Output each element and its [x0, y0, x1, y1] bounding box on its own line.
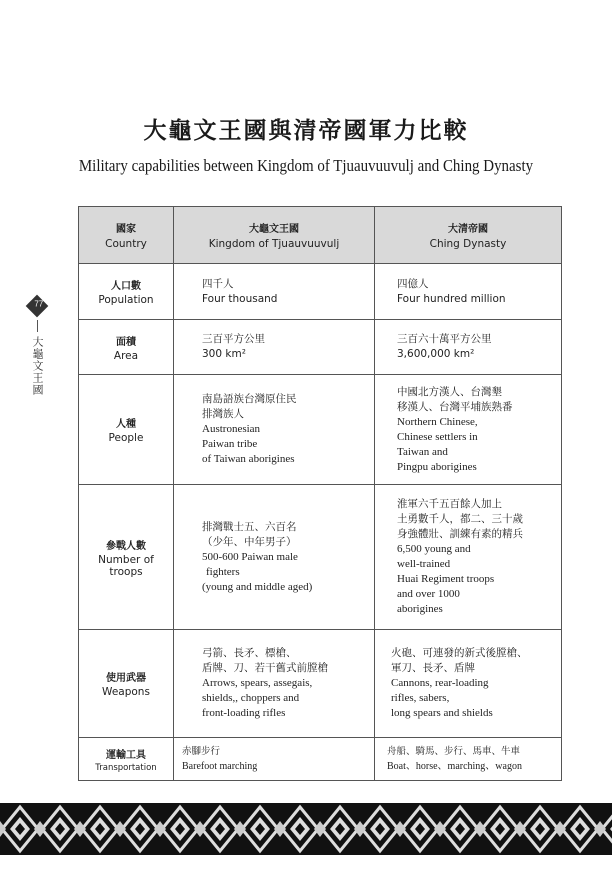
cell-line: aborigines — [397, 603, 443, 615]
row-label — [79, 738, 174, 781]
cell-line: 排灣族人 — [202, 408, 244, 420]
side-label: 大龜文王國 — [31, 336, 44, 396]
row-label-en: Weapons — [102, 686, 150, 698]
row-label — [79, 264, 174, 320]
cell-line: rifles, sabers, — [391, 692, 450, 704]
cell-line: Barefoot marching — [182, 761, 258, 772]
kingdom-cell — [174, 485, 375, 630]
cell-line: Pingpu aborigines — [397, 460, 477, 473]
header-country-zh: 國家 — [116, 224, 136, 235]
diamond-pattern-icon — [0, 803, 612, 855]
table-row — [79, 485, 562, 630]
header-ching — [375, 207, 562, 264]
cell-line: 中國北方漢人、台灣墾 — [397, 385, 502, 398]
cell-line: Taiwan and — [397, 445, 448, 458]
row-label-zh: 面積 — [116, 336, 136, 348]
cell-line: front-loading rifles — [202, 707, 286, 719]
cell-line: 四千人 — [202, 277, 234, 290]
row-label-zh: 人種 — [116, 419, 136, 430]
ching-cell — [375, 738, 562, 781]
cell-line: of Taiwan aborigines — [202, 453, 295, 465]
row-label-en: Transportation — [95, 762, 157, 773]
ching-cell — [375, 264, 562, 320]
cell-line: 300 km² — [202, 348, 246, 360]
side-divider — [37, 320, 38, 332]
table-row — [79, 375, 562, 485]
cell-line: 身強體壯、訓練有素的精兵 — [397, 528, 523, 540]
cell-line: 赤腳步行 — [182, 746, 221, 757]
kingdom-cell — [174, 375, 375, 485]
row-label — [79, 375, 174, 485]
cell-line: and over 1000 — [397, 588, 460, 600]
cell-line: 移漢人、台灣平埔族熟番 — [397, 400, 513, 413]
page-title: 大龜文王國與清帝國軍力比較 — [143, 118, 469, 144]
cell-line: 淮軍六千五百餘人加上 — [397, 498, 502, 510]
table-row — [79, 264, 562, 320]
cell-line: long spears and shields — [391, 707, 493, 719]
ching-cell — [375, 320, 562, 375]
ching-cell — [375, 630, 562, 738]
header-country-en: Country — [105, 238, 147, 250]
table-header-row — [79, 207, 562, 264]
row-label-zh: 參戰人數 — [106, 540, 146, 552]
cell-line: Huai Regiment troops — [397, 573, 495, 585]
cell-line: 土勇數千人，都二、三十歲 — [397, 513, 523, 525]
comparison-table — [78, 206, 562, 781]
cell-line: Chinese settlers in — [397, 430, 478, 443]
ching-cell — [375, 485, 562, 630]
header-ching-zh: 大清帝國 — [448, 224, 488, 235]
cell-line: 南島語族台灣原住民 — [202, 393, 297, 405]
row-label-en: People — [108, 432, 144, 444]
cell-line: fighters — [206, 565, 240, 578]
cell-line: 3,600,000 km² — [397, 348, 475, 360]
cell-line: Northern Chinese, — [397, 415, 478, 428]
table-row — [79, 320, 562, 375]
cell-line: 弓箭、長矛、標槍、 — [202, 647, 297, 659]
cell-line: 排灣戰士五、六百名 — [202, 520, 297, 533]
row-label-zh: 人口數 — [111, 281, 141, 292]
cell-line: （少年、中年男子） — [202, 535, 297, 548]
cell-line: 500-600 Paiwan male — [202, 550, 298, 563]
cell-line: Four thousand — [202, 292, 278, 305]
row-label-zh: 運輸工具 — [106, 749, 146, 761]
cell-line: well-trained — [397, 558, 451, 570]
cell-line: 舟船、騎馬、步行、馬車、牛車 — [387, 746, 521, 757]
header-kingdom-zh: 大龜文王國 — [249, 224, 299, 235]
row-label — [79, 485, 174, 630]
kingdom-cell — [174, 320, 375, 375]
row-label-en: Area — [113, 349, 139, 362]
cell-line: 三百平方公里 — [202, 333, 265, 345]
header-ching-en: Ching Dynasty — [429, 238, 507, 250]
ching-cell — [375, 375, 562, 485]
row-label — [79, 320, 174, 375]
page-subtitle: Military capabilities between Kingdom of Tjuauvuuvulj and Ching Dynasty — [78, 156, 534, 175]
cell-line: Four hundred million — [397, 292, 506, 305]
page-number: 77 — [34, 299, 44, 309]
cell-line: 火砲、可連發的新式後膛槍、 — [391, 647, 528, 659]
cell-line: Cannons, rear-loading — [391, 677, 489, 689]
row-label — [79, 630, 174, 738]
cell-line: Arrows, spears, assegais, — [202, 677, 313, 689]
kingdom-cell — [174, 738, 375, 781]
cell-line: Austronesian — [202, 423, 261, 435]
cell-line: (young and middle aged) — [202, 580, 313, 593]
header-kingdom-en: Kingdom of Tjuauvuuvulj — [208, 238, 340, 250]
side-marker — [22, 298, 52, 396]
cell-line: 軍刀、長矛、盾牌 — [391, 662, 475, 674]
kingdom-cell — [174, 264, 375, 320]
row-label-en: Population — [98, 294, 154, 306]
cell-line: 三百六十萬平方公里 — [397, 333, 492, 345]
kingdom-cell — [174, 630, 375, 738]
decorative-footer-band — [0, 803, 612, 855]
cell-line: Boat、horse、marching、wagon — [387, 761, 522, 772]
cell-line: 盾牌、刀、若干舊式前膛槍 — [202, 662, 328, 674]
header-kingdom — [174, 207, 375, 264]
row-label-en: Number of troops — [98, 553, 154, 578]
cell-line: 6,500 young and — [397, 543, 471, 555]
row-label-zh: 使用武器 — [106, 673, 146, 684]
cell-line: 四億人 — [397, 277, 429, 290]
cell-line: shields,, choppers and — [202, 692, 300, 704]
header-country — [79, 207, 174, 264]
diamond-page-icon — [26, 295, 49, 318]
cell-line: Paiwan tribe — [202, 438, 258, 450]
table-row — [79, 738, 562, 781]
table-row — [79, 630, 562, 738]
